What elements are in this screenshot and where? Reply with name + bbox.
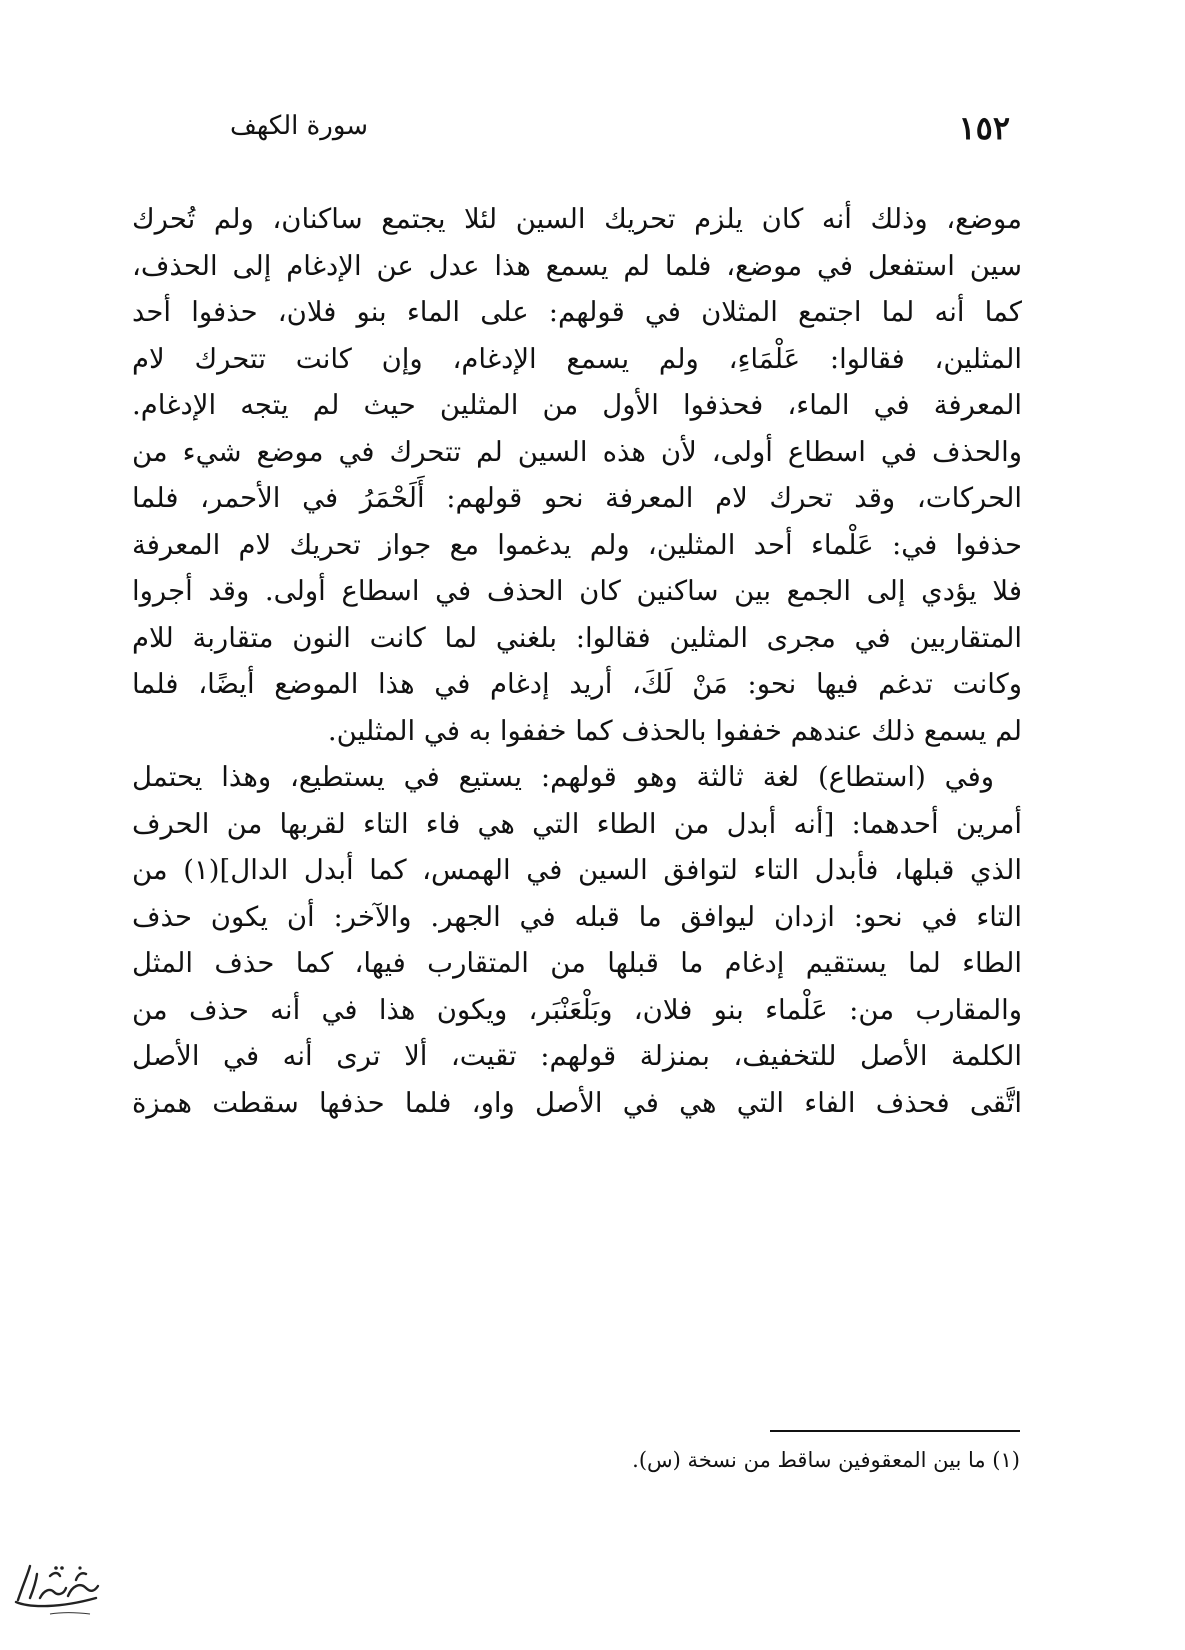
text-line: والمقارب من: عَلْماء بنو فلان، وبَلْعَنْبَر، ويكون هذا في أنه حذف من [132,993,1022,1026]
text-line: موضع، وذلك أنه كان يلزم تحريك السين لئلا يجتمع ساكنان، ولم تُحرك [132,203,1022,235]
text-line: الكلمة الأصل للتخفيف، بمنزلة قولهم: تقيت، ألا ترى أنه في الأصل [132,1040,1022,1072]
text-line: الطاء لما يستقيم إدغام ما قبلها من المتقارب فيها، كما حذف المثل [132,947,1022,979]
footnote: (١) ما بين المعقوفين ساقط من نسخة (س). [632,1448,1020,1472]
text-line: سين استفعل في موضع، فلما لم يسمع هذا عدل عن الإدغام إلى الحذف، [132,249,1022,282]
text-line: اتَّقى فحذف الفاء التي هي في الأصل واو، فلما حذفها سقطت همزة [132,1086,1022,1119]
page-header [230,104,1010,148]
text-line: والحذف في اسطاع أولى، لأن هذه السين لم تتحرك في موضع شيء من [132,435,1022,468]
page-number: ١٥٢ [958,109,1010,147]
body-text [132,196,1022,1126]
text-line: أمرين أحدهما: [أنه أبدل من الطاء التي هي فاء التاء لقربها من الحرف [132,807,1022,840]
text-line: الذي قبلها، فأبدل التاء لتوافق السين في الهمس، كما أبدل الدال](١) من [132,854,1022,886]
text-line: التاء في نحو: ازدان ليوافق ما قبله في الجهر. والآخر: أن يكون حذف [132,900,1022,933]
text-line: المثلين، فقالوا: عَلْمَاءِ، ولم يسمع الإدغام، وإن كانت تتحرك لام [132,342,1022,375]
publisher-calligraphy-logo-icon [10,1552,105,1622]
text-line: المتقاربين في مجرى المثلين فقالوا: بلغني لما كانت النون متقاربة للام [132,621,1022,654]
footnote-divider [770,1430,1020,1432]
text-line: لم يسمع ذلك عندهم خففوا بالحذف كما خففوا به في المثلين. [327,714,1022,747]
text-line: حذفوا في: عَلْماء أحد المثلين، ولم يدغموا مع جواز تحريك لام المعرفة [132,528,1022,561]
text-line: كما أنه لما اجتمع المثلان في قولهم: على الماء بنو فلان، حذفوا أحد [132,296,1022,328]
running-title: سورة الكهف [230,111,369,141]
text-line: وفي (استطاع) لغة ثالثة وهو قولهم: يستيع في يستطيع، وهذا يحتمل [132,761,994,793]
text-line: المعرفة في الماء، فحذفوا الأول من المثلين حيث لم يتجه الإدغام. [132,389,1022,421]
text-line: فلا يؤدي إلى الجمع بين ساكنين كان الحذف في اسطاع أولى. وقد أجروا [132,575,1022,607]
text-line: الحركات، وقد تحرك لام المعرفة نحو قولهم: أَلَحْمَرُ في الأحمر، فلما [132,482,1022,514]
text-line: وكانت تدغم فيها نحو: مَنْ لَكَ، أريد إدغام في هذا الموضع أيضًا، فلما [132,668,1022,700]
